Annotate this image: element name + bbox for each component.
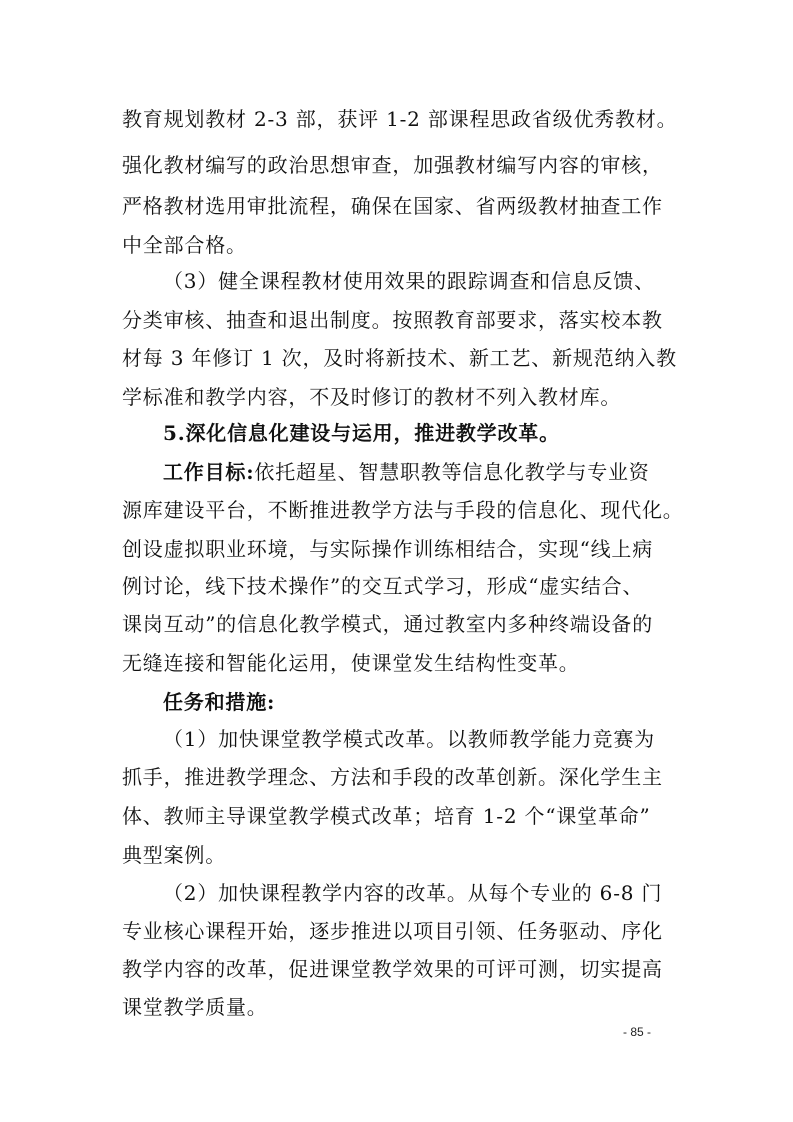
paragraph-line: 强化教材编写的政治思想审查，加强教材编写内容的审核，: [122, 153, 663, 177]
paragraph-line: 课岗互动”的信息化教学模式，通过教室内多种终端设备的: [122, 612, 654, 636]
paragraph-line: 学标准和教学内容，不及时修订的教材不列入教材库。: [122, 385, 622, 409]
paragraph-line: 无缝连接和智能化运用，使课堂发生结构性变革。: [122, 651, 580, 675]
paragraph-line: 材每 3 年修订 1 次，及时将新技术、新工艺、新规范纳入教: [122, 346, 677, 370]
paragraph-line: 分类审核、抽查和退出制度。按照教育部要求，落实校本教: [122, 308, 663, 332]
paragraph-line: （2）加快课程教学内容的改革。从每个专业的 6-8 门: [163, 881, 663, 905]
paragraph-line: 抓手，推进教学理念、方法和手段的改革创新。深化学生主: [122, 765, 663, 789]
paragraph-line: 专业核心课程开始，逐步推进以项目引领、任务驱动、序化: [122, 919, 663, 943]
paragraph-line: 严格教材选用审批流程，确保在国家、省两级教材抽查工作: [122, 194, 663, 218]
goal-label: 工作目标:: [163, 460, 255, 484]
paragraph-line: 课堂教学质量。: [122, 995, 268, 1019]
paragraph-line: 中全部合格。: [122, 233, 247, 257]
tasks-heading: 任务和措施:: [163, 690, 276, 714]
goal-text: 依托超星、智慧职教等信息化教学与专业资: [254, 460, 650, 484]
paragraph-line: 创设虚拟职业环境，与实际操作训练相结合，实现“线上病: [122, 537, 654, 561]
paragraph-line: （3）健全课程教材使用效果的跟踪调查和信息反馈、: [163, 269, 655, 293]
paragraph-line: 教育规划教材 2-3 部，获评 1-2 部课程思政省级优秀教材。: [122, 107, 678, 131]
paragraph-line: 体、教师主导课堂教学模式改革；培育 1-2 个“课堂革命”: [122, 804, 651, 828]
paragraph-line: 典型案例。: [122, 843, 226, 867]
section-heading: 5.深化信息化建设与运用，推进教学改革。: [163, 421, 560, 445]
paragraph-line: 源库建设平台，不断推进教学方法与手段的信息化、现代化。: [122, 498, 684, 522]
paragraph-line: 教学内容的改革，促进课堂教学效果的可评可测，切实提高: [122, 957, 663, 981]
goal-first-line: [163, 459, 723, 485]
page-number: - 85 -: [623, 1025, 652, 1039]
paragraph-line: 例讨论，线下技术操作”的交互式学习，形成“虚实结合、: [122, 574, 644, 598]
paragraph-line: （1）加快课堂教学模式改革。以教师教学能力竞赛为: [163, 727, 655, 751]
